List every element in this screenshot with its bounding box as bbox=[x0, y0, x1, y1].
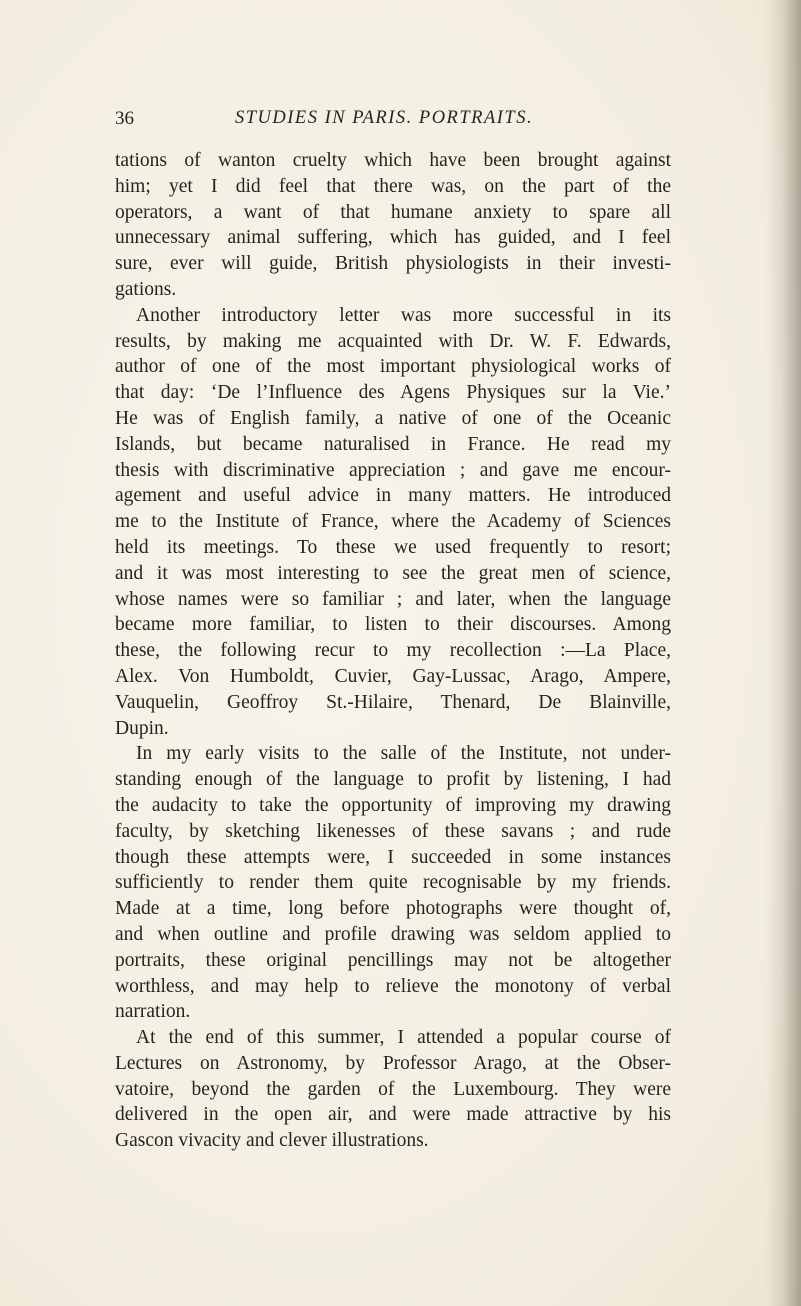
text-line: standing enough of the language to profit by listening, I had bbox=[115, 769, 671, 791]
running-head bbox=[115, 108, 675, 138]
text-line: Islands, but became naturalised in France. He read my bbox=[115, 433, 671, 455]
text-line: portraits, these original pencillings may not be altogether bbox=[115, 949, 671, 971]
text-line: tations of wanton cruelty which have been brought against bbox=[115, 150, 671, 171]
text-line: me to the Institute of France, where the Academy of Sciences bbox=[115, 511, 671, 533]
text-line: whose names were so familiar ; and later, when the language bbox=[115, 588, 671, 610]
text-line: unnecessary animal suffering, which has guided, and I feel bbox=[115, 227, 671, 249]
text-line: author of one of the most important physiological works of bbox=[115, 356, 671, 378]
text-line: operators, a want of that humane anxiety to spare all bbox=[115, 201, 671, 223]
text-line: In my early visits to the salle of the Institute, not under- bbox=[136, 743, 671, 765]
text-line: the audacity to take the opportunity of improving my drawing bbox=[115, 794, 671, 816]
text-line: vatoire, beyond the garden of the Luxembourg. They were bbox=[115, 1078, 671, 1100]
running-title: STUDIES IN PARIS. PORTRAITS. bbox=[235, 108, 534, 128]
text-line: and when outline and profile drawing was seldom applied to bbox=[115, 923, 671, 945]
text-line: agement and useful advice in many matters. He introduced bbox=[115, 485, 671, 507]
text-line: Vauquelin, Geoffroy St.-Hilaire, Thenard, De Blainville, bbox=[115, 691, 671, 713]
text-line: held its meetings. To these we used frequently to resort; bbox=[115, 536, 671, 558]
text-line: these, the following recur to my recollection :—La Place, bbox=[115, 640, 671, 662]
text-line: Dupin. bbox=[115, 717, 169, 739]
text-line: narration. bbox=[115, 1001, 191, 1023]
text-line: Another introductory letter was more successful in its bbox=[136, 304, 671, 326]
text-line: sure, ever will guide, British physiologists in their investi- bbox=[115, 253, 671, 275]
text-line: Made at a time, long before photographs were thought of, bbox=[115, 898, 671, 920]
body-text bbox=[115, 148, 671, 1154]
page-number: 36 bbox=[115, 108, 134, 129]
text-line: He was of English family, a native of one of the Oceanic bbox=[115, 407, 671, 429]
text-line: gations. bbox=[115, 278, 177, 300]
text-line: though these attempts were, I succeeded in some instances bbox=[115, 846, 671, 868]
text-line: and it was most interesting to see the great men of science, bbox=[115, 562, 671, 584]
text-line: became more familiar, to listen to their discourses. Among bbox=[115, 614, 671, 636]
text-line: faculty, by sketching likenesses of these savans ; and rude bbox=[115, 820, 671, 842]
text-line: At the end of this summer, I attended a popular course of bbox=[136, 1027, 671, 1049]
text-line: thesis with discriminative appreciation ; and gave me encour- bbox=[115, 459, 671, 481]
binding-gutter-shadow bbox=[765, 0, 801, 1306]
text-line: him; yet I did feel that there was, on the part of the bbox=[115, 175, 671, 197]
text-line: Gascon vivacity and clever illustrations. bbox=[115, 1130, 429, 1152]
text-line: that day: ‘De l’Influence des Agens Physiques sur la Vie.’ bbox=[115, 382, 671, 404]
text-line: results, by making me acquainted with Dr. W. F. Edwards, bbox=[115, 330, 671, 352]
text-line: worthless, and may help to relieve the monotony of verbal bbox=[115, 975, 671, 997]
text-line: sufficiently to render them quite recognisable by my friends. bbox=[115, 872, 671, 894]
text-line: Lectures on Astronomy, by Professor Arago, at the Obser- bbox=[115, 1052, 671, 1074]
text-line: Alex. Von Humboldt, Cuvier, Gay-Lussac, Arago, Ampere, bbox=[115, 665, 671, 687]
text-line: delivered in the open air, and were made attractive by his bbox=[115, 1104, 671, 1126]
